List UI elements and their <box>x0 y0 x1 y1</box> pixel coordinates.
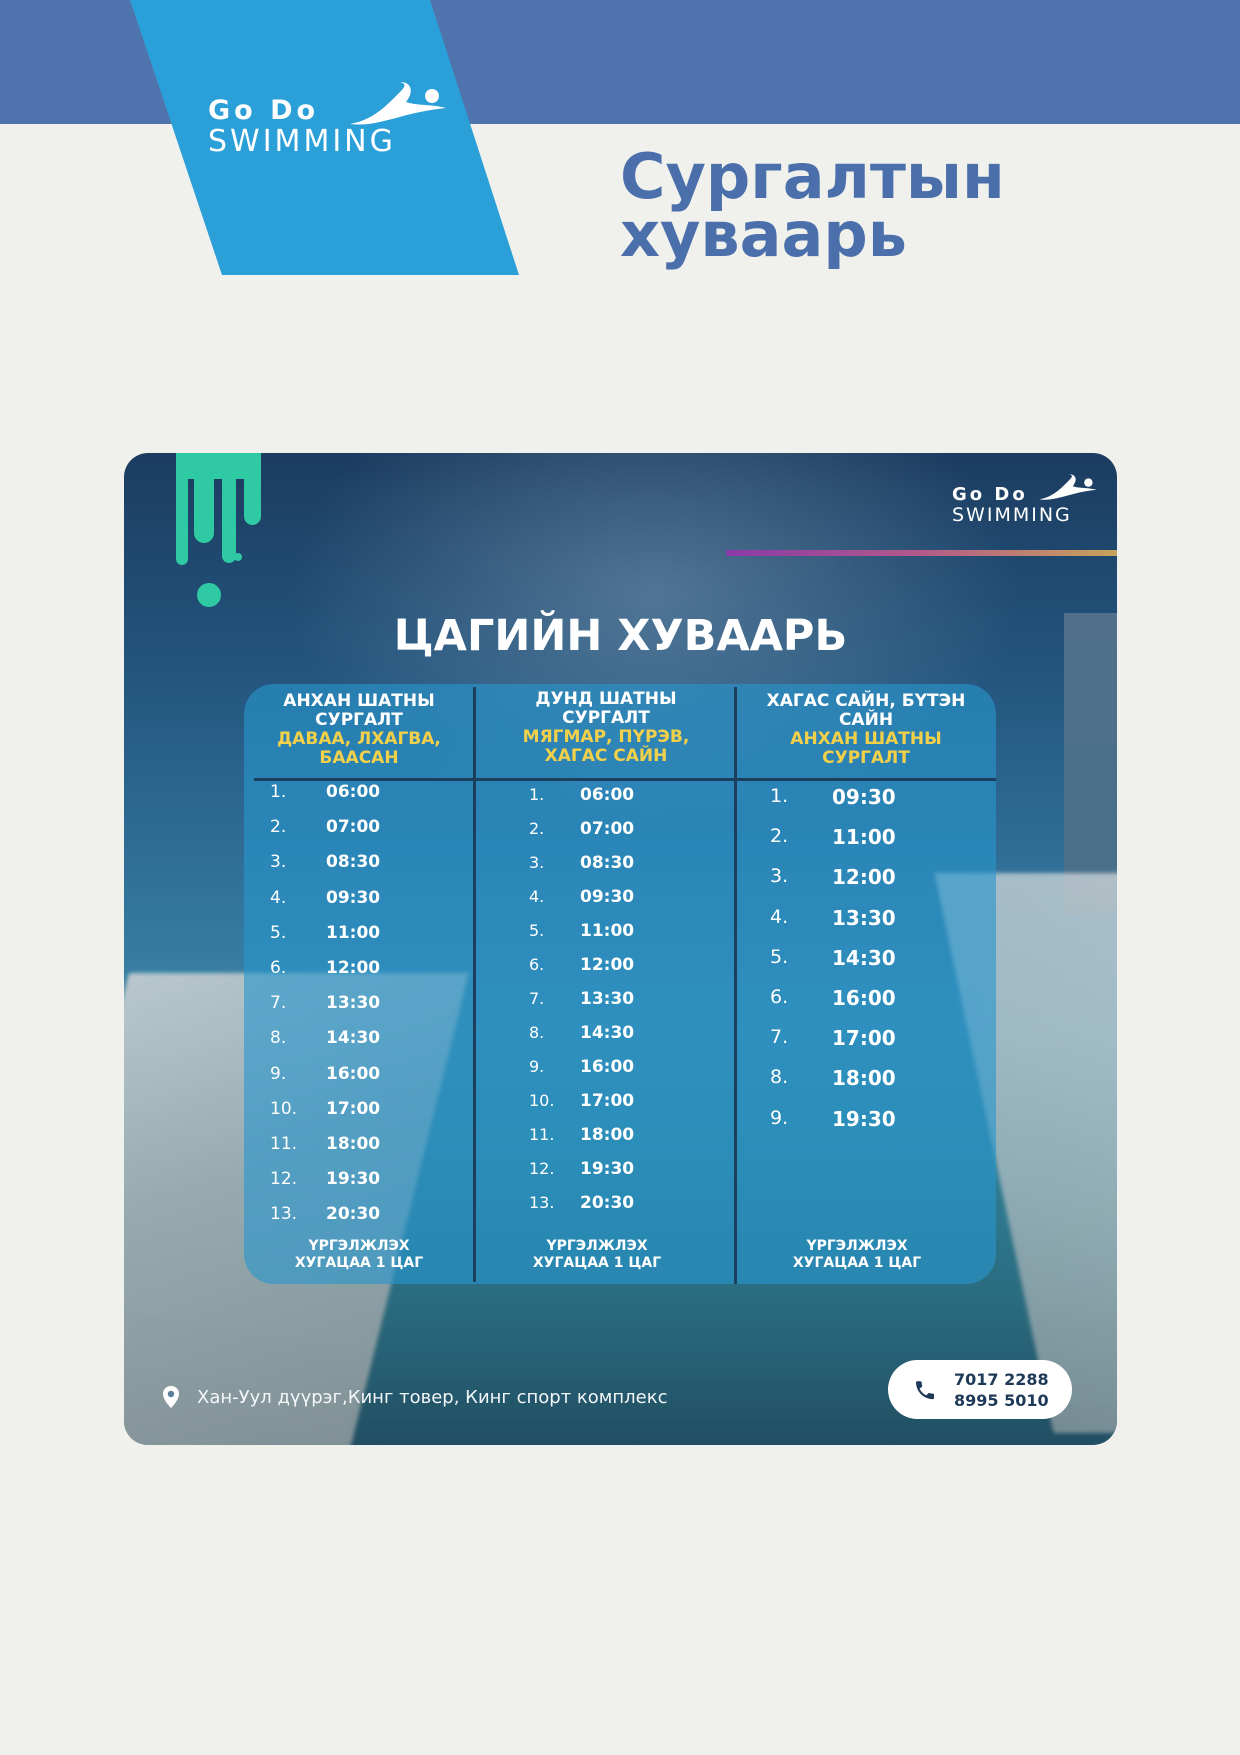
time-row <box>270 1099 430 1123</box>
row-number: 8. <box>270 1028 287 1049</box>
session-time: 16:00 <box>832 986 896 1010</box>
session-time: 19:30 <box>832 1106 896 1131</box>
time-row <box>270 923 430 947</box>
row-number: 10. <box>529 1091 555 1110</box>
schedule-poster <box>124 453 1117 1445</box>
time-row <box>270 1204 430 1228</box>
row-number: 13. <box>529 1193 555 1212</box>
session-time: 13:30 <box>832 905 896 930</box>
session-time: 18:00 <box>832 1066 896 1091</box>
row-number: 1. <box>270 782 287 802</box>
session-time: 08:30 <box>580 853 635 873</box>
row-number: 7. <box>770 1026 789 1049</box>
row-number: 5. <box>770 945 789 968</box>
page-title-line2: хуваарь <box>620 198 907 271</box>
location-pin-icon <box>159 1385 183 1409</box>
time-row <box>529 921 689 945</box>
row-number: 7. <box>270 993 287 1014</box>
session-time: 14:30 <box>326 1028 381 1049</box>
phone-number-1[interactable]: 7017 2288 <box>954 1370 1049 1389</box>
session-time: 17:00 <box>832 1026 896 1051</box>
phone-contact[interactable] <box>888 1360 1072 1419</box>
time-row <box>270 1028 430 1052</box>
column-footer-1 <box>254 1238 464 1272</box>
session-time: 08:30 <box>326 852 381 873</box>
session-time: 11:00 <box>580 921 635 941</box>
row-number: 6. <box>270 958 287 978</box>
page-title <box>620 140 1005 271</box>
session-time: 17:00 <box>580 1091 635 1111</box>
time-row <box>529 853 689 877</box>
column-header-days: МЯГМАР, ПҮРЭВ, ХАГАС САЙН <box>522 727 690 766</box>
row-number: 11. <box>529 1125 555 1144</box>
row-number: 12. <box>270 1169 298 1190</box>
column-footer-3 <box>752 1238 962 1272</box>
time-row <box>529 1023 689 1047</box>
row-number: 3. <box>270 852 287 873</box>
column-header-2 <box>506 690 706 766</box>
session-time: 12:00 <box>580 955 635 975</box>
session-time: 18:00 <box>326 1134 381 1154</box>
address-text: Хан-Уул дүүрэг,Кинг товер, Кинг спорт комплекс <box>197 1386 668 1408</box>
row-number: 9. <box>529 1057 545 1076</box>
session-time: 11:00 <box>326 922 381 943</box>
row-number: 11. <box>270 1134 298 1154</box>
session-time: 19:30 <box>326 1169 381 1190</box>
time-row <box>270 1064 430 1088</box>
row-number: 6. <box>529 955 545 974</box>
poster-brand-line2: SWIMMING <box>952 504 1072 526</box>
row-number: 12. <box>529 1159 555 1178</box>
session-time: 20:30 <box>326 1204 381 1225</box>
schedule-table <box>244 684 996 1284</box>
poster-brand-logo <box>952 485 1072 525</box>
column-header-days: ДАВАА, ЛХАГВА, БААСАН <box>277 729 441 768</box>
row-number: 5. <box>270 922 287 943</box>
session-time: 19:30 <box>580 1159 635 1179</box>
time-row <box>770 1066 930 1090</box>
accent-line <box>726 550 1117 556</box>
header-divider <box>254 778 996 781</box>
session-time: 17:00 <box>326 1098 381 1119</box>
row-number: 10. <box>270 1098 298 1119</box>
phone-icon <box>913 1378 937 1402</box>
session-time: 09:30 <box>326 887 381 908</box>
time-row <box>770 1026 930 1050</box>
duration-label: ҮРГЭЛЖЛЭХ <box>546 1238 648 1254</box>
time-row <box>529 1159 689 1183</box>
row-number: 3. <box>770 865 789 888</box>
column-header-days: АНХАН ШАТНЫ СУРГАЛТ <box>790 729 942 768</box>
row-number: 2. <box>270 817 287 838</box>
time-row <box>770 986 930 1010</box>
time-row <box>270 1169 430 1193</box>
time-row <box>270 958 430 982</box>
poster-brand-line1: Go Do <box>952 484 1028 505</box>
column-header-1 <box>254 692 464 768</box>
session-time: 13:30 <box>580 989 635 1009</box>
row-number: 1. <box>529 785 545 804</box>
time-row <box>270 888 430 912</box>
time-row <box>529 887 689 911</box>
session-time: 06:00 <box>326 782 381 802</box>
column-header-title: ХАГАС САЙН, БҮТЭН САЙН <box>766 691 966 730</box>
swimmer-icon <box>348 80 448 140</box>
row-number: 8. <box>770 1066 789 1089</box>
session-time: 09:30 <box>832 785 896 809</box>
column-header-title: АНХАН ШАТНЫ СУРГАЛТ <box>283 691 435 730</box>
time-row <box>770 785 930 809</box>
row-number: 5. <box>529 921 545 940</box>
session-time: 12:00 <box>832 865 896 890</box>
time-row <box>529 1091 689 1115</box>
time-row <box>270 1134 430 1158</box>
row-number: 2. <box>770 825 789 848</box>
schedule-title: ЦАГИЙН ХУВААРЬ <box>393 611 848 661</box>
row-number: 9. <box>270 1063 287 1084</box>
row-number: 6. <box>770 986 789 1008</box>
time-row <box>529 785 689 809</box>
time-row <box>270 782 430 806</box>
session-time: 14:30 <box>580 1023 635 1043</box>
session-time: 06:00 <box>580 785 635 805</box>
time-row <box>529 1193 689 1217</box>
session-time: 16:00 <box>580 1057 635 1077</box>
duration-value: ХУГАЦАА 1 ЦАГ <box>532 1255 662 1271</box>
row-number: 7. <box>529 989 545 1008</box>
column-divider-1 <box>473 687 476 1282</box>
address <box>159 1385 668 1409</box>
brand-line1: Go Do <box>208 95 320 126</box>
time-row <box>770 946 930 970</box>
brand-line2: SWIMMING <box>208 124 396 159</box>
row-number: 2. <box>529 819 545 838</box>
duration-value: ХУГАЦАА 1 ЦАГ <box>294 1255 424 1271</box>
session-time: 07:00 <box>580 819 635 839</box>
time-row <box>270 817 430 841</box>
duration-value: ХУГАЦАА 1 ЦАГ <box>792 1255 922 1271</box>
column-divider-2 <box>734 687 737 1284</box>
column-header-title: ДУНД ШАТНЫ СУРГАЛТ <box>535 689 677 728</box>
row-number: 4. <box>770 905 789 928</box>
time-row <box>529 819 689 843</box>
row-number: 8. <box>529 1023 545 1042</box>
session-time: 07:00 <box>326 817 381 838</box>
session-time: 20:30 <box>580 1193 635 1213</box>
duration-label: ҮРГЭЛЖЛЭХ <box>806 1238 908 1254</box>
session-time: 09:30 <box>580 887 635 907</box>
row-number: 13. <box>270 1204 298 1225</box>
row-number: 4. <box>270 887 287 908</box>
column-header-3 <box>766 692 966 768</box>
session-time: 18:00 <box>580 1125 635 1145</box>
time-row <box>770 1107 930 1131</box>
session-time: 16:00 <box>326 1063 381 1084</box>
row-number: 1. <box>770 785 789 807</box>
session-time: 12:00 <box>326 958 381 978</box>
time-row <box>270 852 430 876</box>
session-time: 11:00 <box>832 825 896 850</box>
duration-label: ҮРГЭЛЖЛЭХ <box>308 1238 410 1254</box>
session-time: 13:30 <box>326 993 381 1014</box>
page-title-line1: Сургалтын <box>620 140 1005 213</box>
column-footer-2 <box>492 1238 702 1272</box>
time-row <box>529 1057 689 1081</box>
time-row <box>270 993 430 1017</box>
time-row <box>529 1125 689 1149</box>
row-number: 4. <box>529 887 545 906</box>
row-number: 3. <box>529 853 545 872</box>
row-number: 9. <box>770 1106 789 1129</box>
swimmer-icon <box>1038 473 1098 509</box>
brand-logo <box>208 96 396 158</box>
session-time: 14:30 <box>832 945 896 970</box>
time-row <box>770 825 930 849</box>
phone-number-2[interactable]: 8995 5010 <box>954 1391 1049 1410</box>
time-row <box>529 989 689 1013</box>
time-row <box>770 906 930 930</box>
time-row <box>770 865 930 889</box>
time-row <box>529 955 689 979</box>
